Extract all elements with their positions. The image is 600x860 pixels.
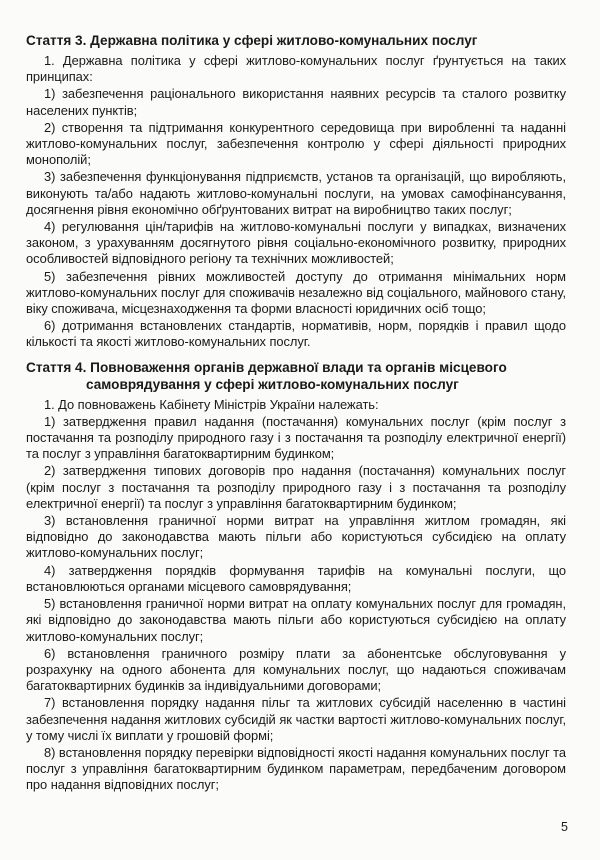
article-4-paragraph: 8) встановлення порядку перевірки відповідності якості надання комунальних послуг та послуг з управління багатоквартирним будинком параметрам, передбаченим договором про надання відповідних послуг; xyxy=(26,744,566,793)
article-3-paragraph: 6) дотримання встановлених стандартів, нормативів, норм, порядків і правил щодо кількості та якості житлово-комунальних послуг. xyxy=(26,318,566,350)
article-3-paragraph: 5) забезпечення рівних можливостей доступу до отримання мінімальних норм житлово-комунальних послуг для споживачів незалежно від соціального, майнового стану, віку споживача, місцезнаходження та форми власності юридичних осіб тощо; xyxy=(26,268,566,317)
article-4-paragraph: 2) затвердження типових договорів про надання (постачання) комунальних послуг (крім послуг з постачання та розподілу природного газу і з постачання та розподілу електричної енергії) та послуг з управління багатоквартирним будинком; xyxy=(26,463,566,511)
article-3-paragraph: 1. Державна політика у сфері житлово-комунальних послуг ґрунтується на таких принципах: xyxy=(26,53,566,85)
article-4-title xyxy=(26,359,566,393)
article-3-paragraph: 4) регулювання цін/тарифів на житлово-комунальні послуги у випадках, визначених законом, з урахуванням досягнутого рівня соціально-економічного розвитку, природних особливостей відповідного регіону та технічних можливостей; xyxy=(26,219,566,267)
article-3-paragraph: 3) забезпечення функціонування підприємств, установ та організацій, що виробляють, виконують та/або надають житлово-комунальні послуги, на умовах самофінансування, досягнення рівня економічно обґрунтованих витрат на виробництво таких послуг; xyxy=(26,169,566,217)
article-4-paragraph: 1) затвердження правил надання (постачання) комунальних послуг (крім послуг з постачання та розподілу природного газу і з постачання та розподілу електричної енергії) та послуг з управління багатоквартирним будинком; xyxy=(26,413,566,462)
article-4-paragraph: 6) встановлення граничного розміру плати за абонентське обслуговування у розрахунку на одного абонента для комунальних послуг, що надаються споживачам багатоквартирних будинків за індивідуальними договорами; xyxy=(26,645,566,694)
article-3-paragraph: 1) забезпечення раціонального використання наявних ресурсів та сталого розвитку населених пунктів; xyxy=(26,86,566,118)
article-4-paragraph: 5) встановлення граничної норми витрат на оплату комунальних послуг для громадян, які відповідно до законодавства мають пільги або користуються субсидією на оплату житлово-комунальних послуг; xyxy=(26,596,566,644)
article-3-body xyxy=(26,53,566,351)
article-3-paragraph: 2) створення та підтримання конкурентного середовища при виробленні та наданні житлово-комунальних послуг, забезпечення контролю у сфері діяльності природних монополій; xyxy=(26,119,566,168)
page-number: 5 xyxy=(561,820,568,834)
article-4-title-line-1: Стаття 4. Повноваження органів державної влади та органів місцевого xyxy=(26,359,507,375)
article-4-paragraph: 4) затвердження порядків формування тарифів на комунальні послуги, що встановлюються органами місцевого самоврядування; xyxy=(26,562,566,594)
article-4-paragraph: 3) встановлення граничної норми витрат на управління житлом громадян, які відповідно до законодавства мають пільги або користуються субсидією на оплату житлово-комунальних послуг; xyxy=(26,513,566,561)
article-4-title-line-2: самоврядування у сфері житлово-комунальних послуг xyxy=(86,376,459,392)
article-4-paragraph: 1. До повноважень Кабінету Міністрів України належать: xyxy=(44,396,379,412)
article-4-paragraph: 7) встановлення порядку надання пільг та житлових субсидій населенню в частині забезпечення надання житлових субсидій як частки вартості житлово-комунальних послуг, у тому числі їх виплати у грошовій формі; xyxy=(26,695,566,743)
article-3-title: Стаття 3. Державна політика у сфері житлово-комунальних послуг xyxy=(26,33,478,48)
article-4-body xyxy=(26,397,566,794)
